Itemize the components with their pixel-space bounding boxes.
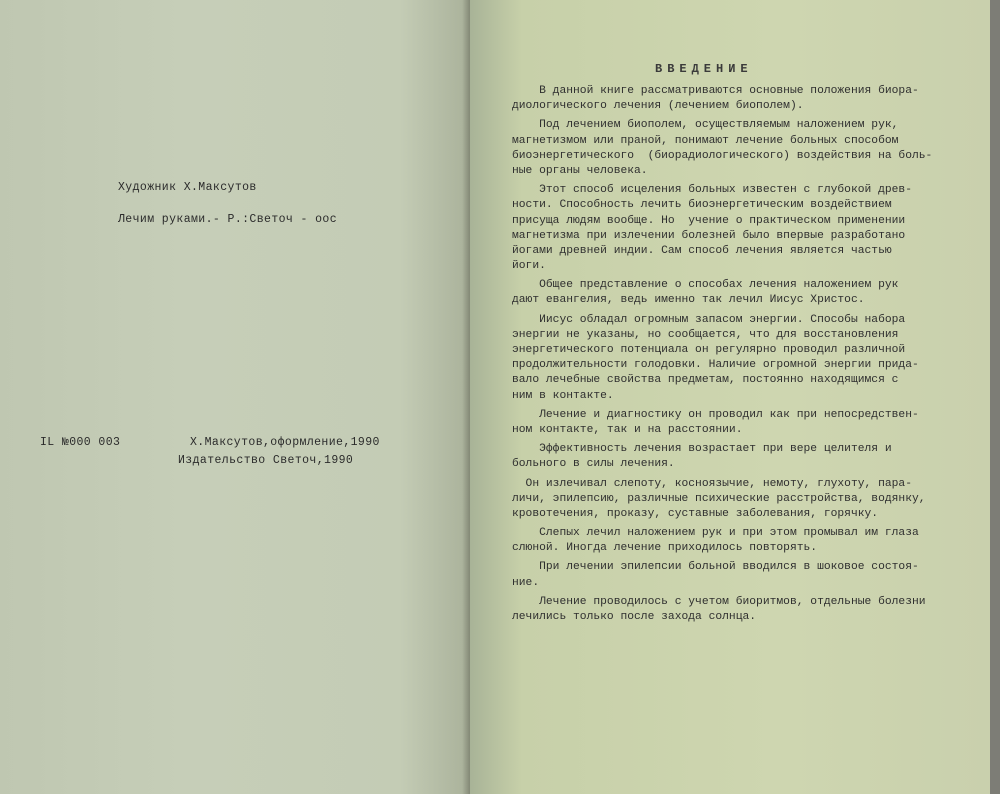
text-line: Общее представление о способах лечения наложением рук	[512, 279, 899, 292]
text-line: ном контакте, так и на расстоянии.	[512, 423, 743, 436]
text-line: ним в контакте.	[512, 389, 614, 402]
catalog-code: IL №000 003	[40, 436, 121, 449]
text-line: вало лечебные свойства предметам, постоянно находящимся с	[512, 374, 899, 387]
text-line: Под лечением биополем, осуществляемым наложением рук,	[512, 119, 899, 132]
copyright-design: Х.Максутов,оформление,1990	[190, 436, 380, 449]
text-line: ные органы человека.	[512, 164, 648, 177]
text-line: больного в силы лечения.	[512, 458, 675, 471]
copyright-publisher: Издательство Светоч,1990	[178, 454, 354, 467]
text-line: энергии не указаны, но сообщается, что для восстановления	[512, 328, 899, 341]
text-line: кровотечения, проказу, суставные заболевания, горячку.	[512, 507, 879, 520]
text-line: магнетизма при излечении болезней было впервые разработано	[512, 229, 906, 242]
artist-credit: Художник Х.Максутов	[118, 181, 257, 194]
text-line: При лечении эпилепсии больной вводился в шоковое состоя-	[512, 561, 919, 574]
chapter-heading: ВВЕДЕНИЕ	[655, 62, 753, 76]
introduction-text	[512, 84, 942, 625]
text-line: присуща людям вообще. Но учение о практическом применении	[512, 214, 906, 227]
text-line: Слепых лечил наложением рук и при этом промывал им глаза	[512, 527, 919, 540]
text-line: Иисус обладал огромным запасом энергии. Способы набора	[512, 313, 906, 326]
text-line: магнетизмом или праной, понимают лечение больных способом	[512, 134, 899, 147]
text-line: диологического лечения (лечением биополем).	[512, 100, 804, 113]
text-line: Этот способ исцеления больных известен с глубокой древ-	[512, 184, 912, 197]
text-line: Он излечивал слепоту, косноязычие, немоту, глухоту, пара-	[512, 477, 912, 490]
page-edge-shadow	[990, 0, 1000, 794]
text-line: ние.	[512, 576, 540, 589]
text-line: биоэнергетического (биорадиологического) воздействия на боль-	[512, 149, 933, 162]
text-line: В данной книге рассматриваются основные положения биора-	[512, 85, 919, 97]
text-line: Лечение проводилось с учетом биоритмов, отдельные болезни	[512, 595, 926, 608]
text-line: продолжительности голодовки. Наличие огромной энергии прида-	[512, 359, 919, 372]
left-page	[0, 0, 470, 794]
bibliographic-line: Лечим руками.- Р.:Светоч - оос	[118, 213, 338, 226]
text-line: слюной. Иногда лечение приходилось повторять.	[512, 542, 818, 555]
text-line: лечились только после захода солнца.	[512, 611, 757, 623]
text-line: личи, эпилепсию, различные психические расстройства, водянку,	[512, 492, 926, 505]
text-line: ности. Способность лечить биоэнергетическим воздействием	[512, 199, 892, 212]
text-line: йоги.	[512, 260, 546, 273]
text-line: йогами древней индии. Сам способ лечения является частью	[512, 244, 892, 257]
text-line: Лечение и диагностику он проводил как при непосредствен-	[512, 408, 919, 421]
text-line: дают евангелия, ведь именно так лечил Иисус Христос.	[512, 294, 865, 307]
text-line: Эффективность лечения возрастает при вере целителя и	[512, 443, 892, 456]
text-line: энергетического потенциала он регулярно проводил различной	[512, 344, 906, 356]
